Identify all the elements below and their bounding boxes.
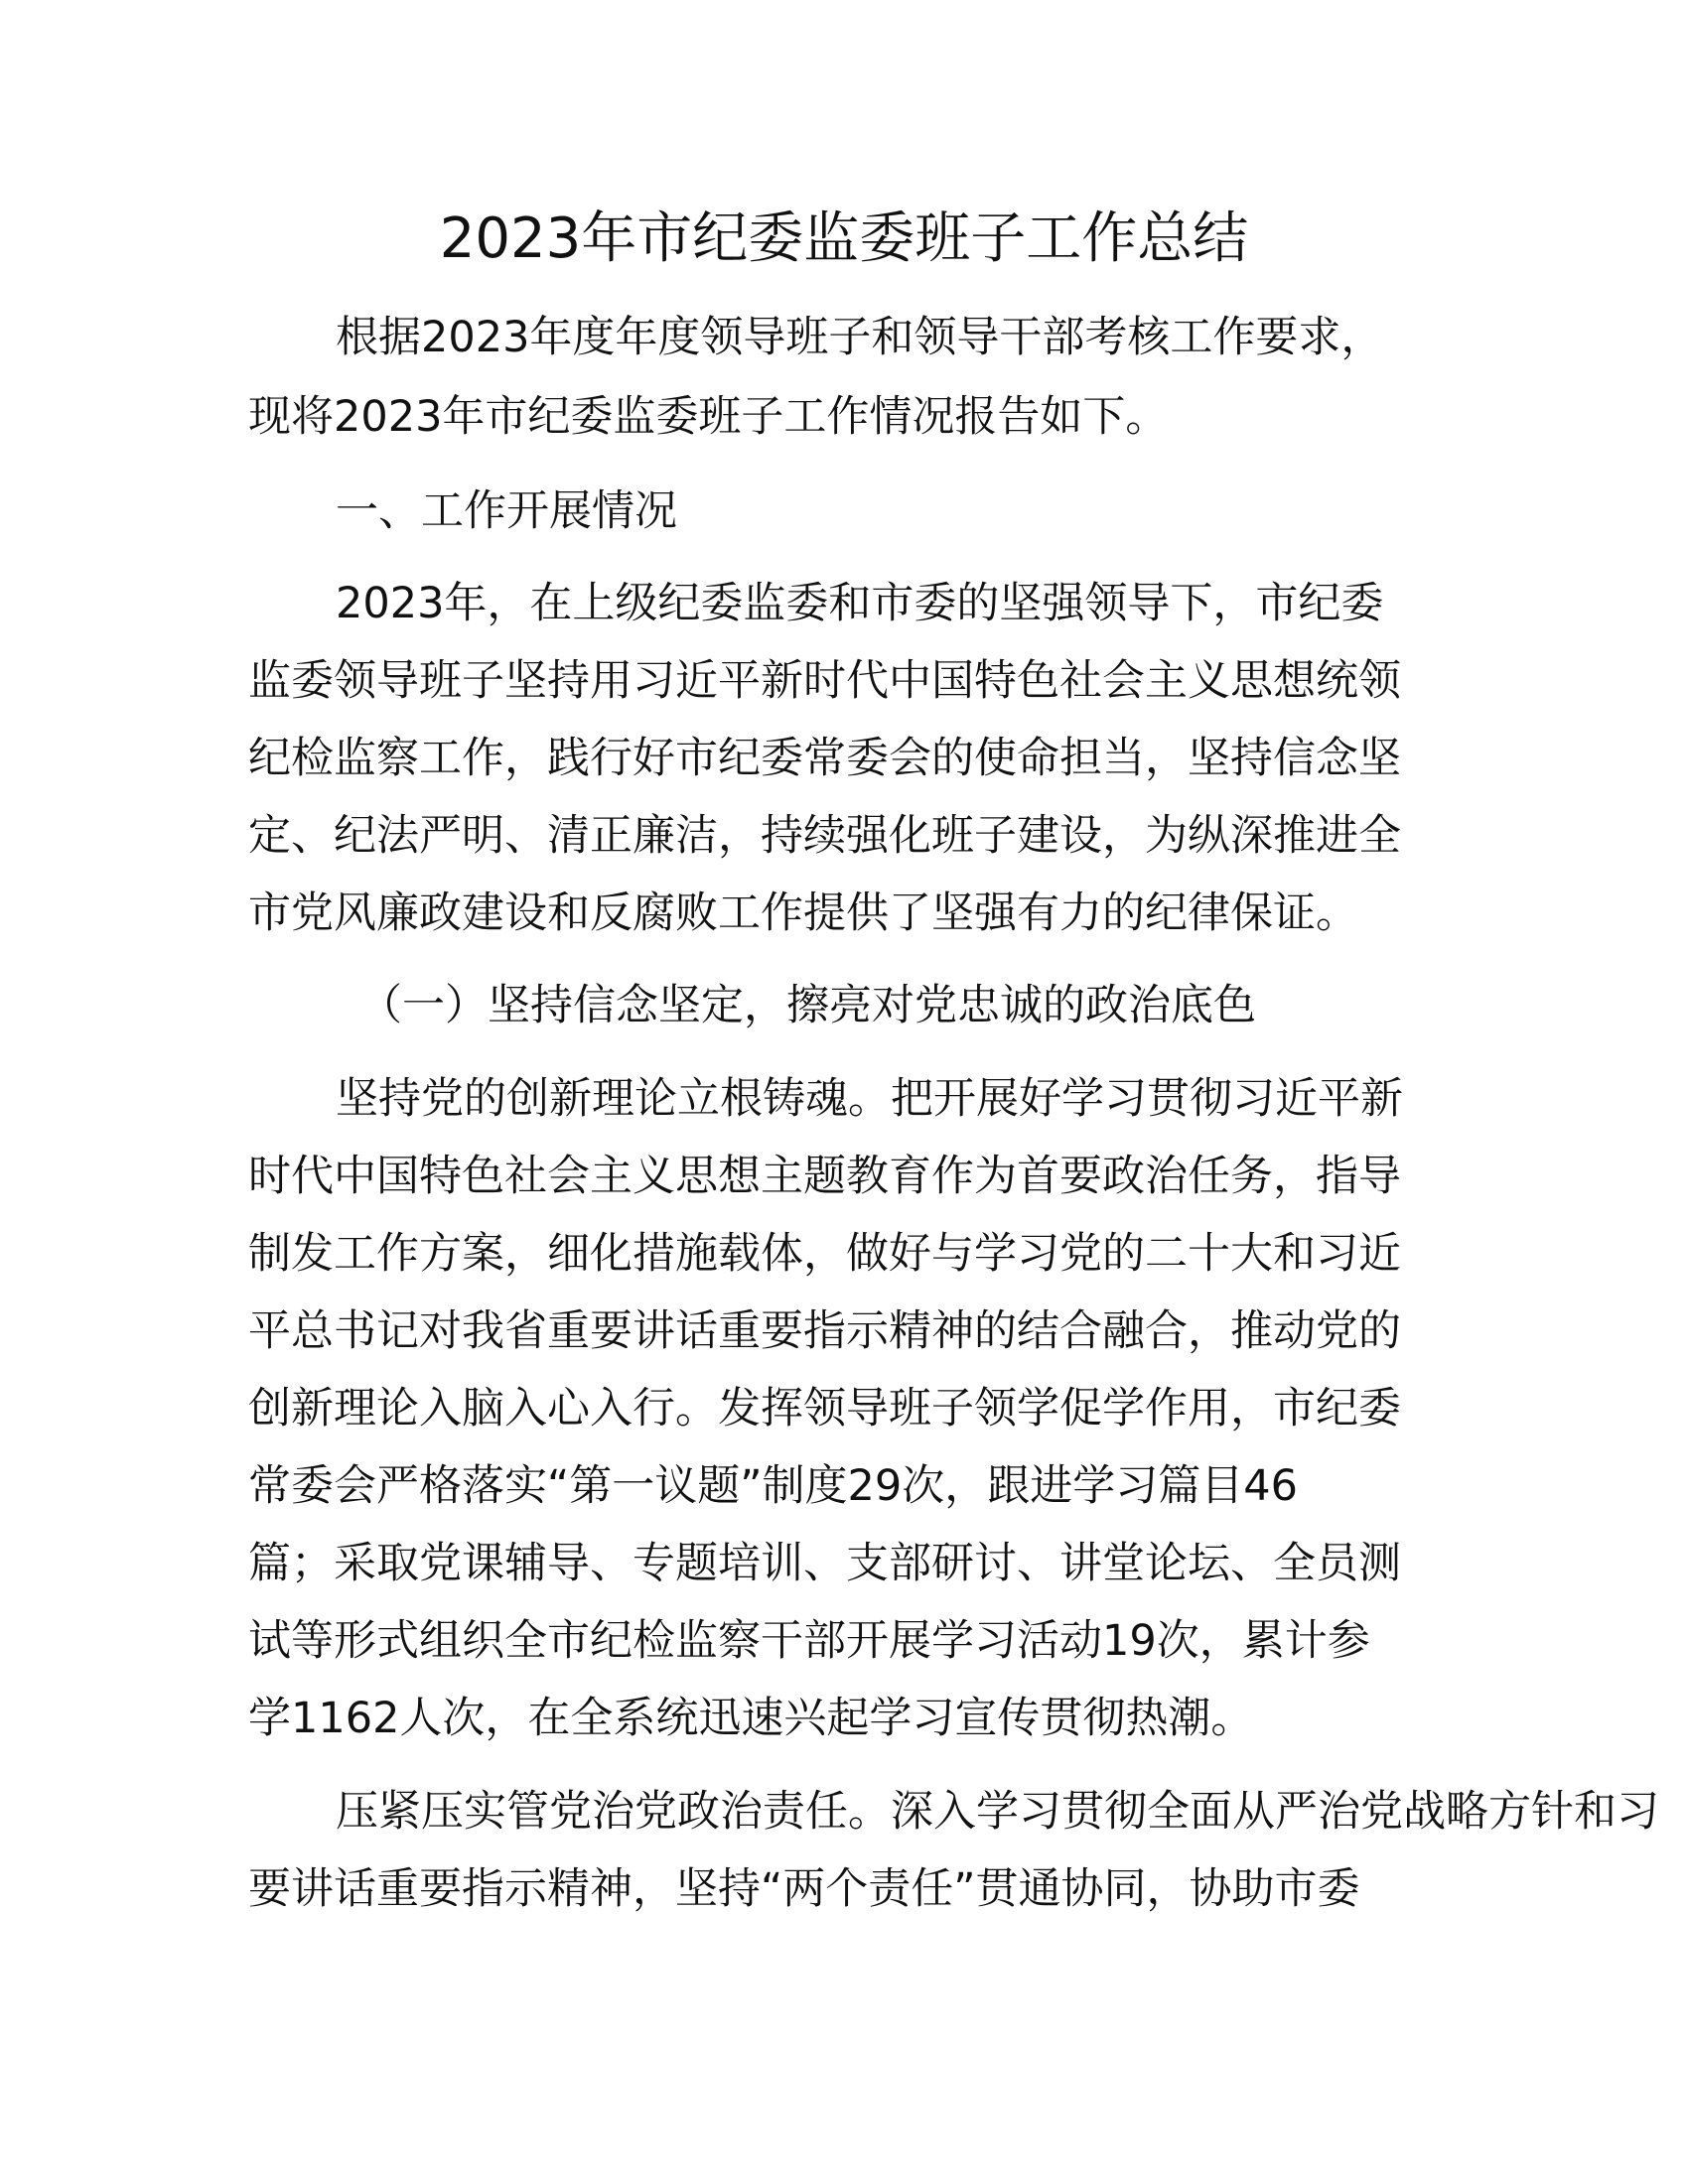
intro-line-2: 现将2023年市纪委监委班子工作情况报告如下。 xyxy=(248,392,1169,442)
paragraph-line: 要讲话重要指示精神，坚持“两个责任”贯通协同，协助市委 xyxy=(248,1864,1360,1914)
paragraph-line: 定、纪法严明、清正廉洁，持续强化班子建设，为纵深推进全 xyxy=(248,811,1401,861)
paragraph-line: 时代中国特色社会主义思想主题教育作为首要政治任务，指导 xyxy=(248,1152,1401,1201)
paragraph-line: 学1162人次，在全系统迅速兴起学习宣传贯彻热潮。 xyxy=(248,1694,1254,1743)
paragraph-line: 监委领导班子坚持用习近平新时代中国特色社会主义思想统领 xyxy=(248,656,1401,706)
paragraph-line: 坚持党的创新理论立根铸魂。把开展好学习贯彻习近平新 xyxy=(336,1074,1403,1124)
paragraph-line: 篇；采取党课辅导、专题培训、支部研讨、讲堂论坛、全员测 xyxy=(248,1539,1401,1588)
document-title: 2023年市纪委监委班子工作总结 xyxy=(439,206,1249,271)
intro-line-1: 根据2023年度年度领导班子和领导干部考核工作要求， xyxy=(336,313,1384,362)
paragraph-line: 市党风廉政建设和反腐败工作提供了坚强有力的纪律保证。 xyxy=(248,888,1358,938)
paragraph-line: 2023年，在上级纪委监委和市委的坚强领导下，市纪委 xyxy=(336,579,1384,628)
subsection-heading: （一）坚持信念坚定，擦亮对党忠诚的政治底色 xyxy=(359,981,1256,1030)
section-heading: 一、工作开展情况 xyxy=(336,486,677,536)
paragraph-line: 制发工作方案，细化措施载体，做好与学习党的二十大和习近 xyxy=(248,1229,1401,1279)
paragraph-line: 压紧压实管党治党政治责任。深入学习贯彻全面从严治党战略方针和习 xyxy=(336,1787,1659,1837)
paragraph-line: 平总书记对我省重要讲话重要指示精神的结合融合，推动党的 xyxy=(248,1306,1401,1356)
paragraph-line: 试等形式组织全市纪检监察干部开展学习活动19次，累计参 xyxy=(248,1616,1370,1666)
paragraph-line: 创新理论入脑入心入行。发挥领导班子领学促学作用，市纪委 xyxy=(248,1384,1401,1433)
paragraph-line: 纪检监察工作，践行好市纪委常委会的使命担当，坚持信念坚 xyxy=(248,734,1401,783)
paragraph-line: 常委会严格落实“第一议题”制度29次，跟进学习篇目46 xyxy=(248,1461,1298,1511)
